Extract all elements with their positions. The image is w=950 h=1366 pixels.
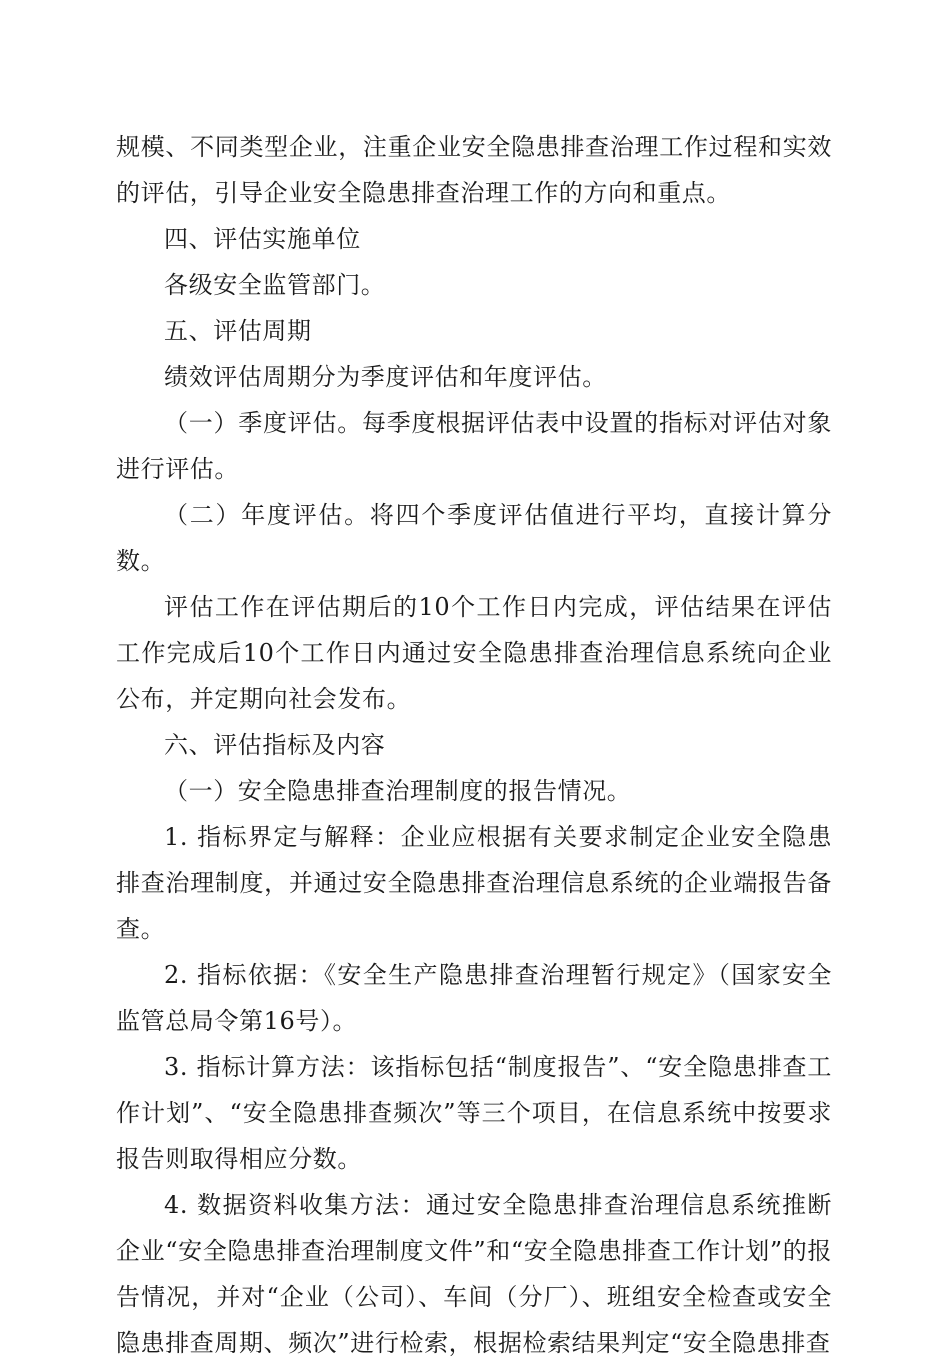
subsection-heading-system-report: （一）安全隐患排查治理制度的报告情况。 — [164, 777, 632, 805]
paragraph-quarterly-evaluation: （一）季度评估。每季度根据评估表中设置的指标对评估对象进行评估。 — [116, 409, 832, 483]
paragraph-annual-evaluation: （二）年度评估。将四个季度评估值进行平均，直接计算分数。 — [116, 501, 832, 575]
list-item-calculation-method: 3. 指标计算方法：该指标包括“制度报告”、“安全隐患排查工作计划”、“安全隐患排查频次”等三个项目，在信息系统中按要求报告则取得相应分数。 — [116, 1053, 832, 1173]
section-heading-indicators: 六、评估指标及内容 — [164, 731, 386, 759]
list-item-indicator-definition: 1. 指标界定与解释：企业应根据有关要求制定企业安全隐患排查治理制度，并通过安全隐患排查治理信息系统的企业端报告备查。 — [116, 823, 832, 943]
paragraph-evaluation-period: 绩效评估周期分为季度评估和年度评估。 — [164, 363, 607, 391]
section-heading-evaluation-period: 五、评估周期 — [164, 317, 312, 345]
document-body — [116, 124, 832, 1366]
paragraph-evaluation-timeline: 评估工作在评估期后的10个工作日内完成，评估结果在评估工作完成后10个工作日内通过安全隐患排查治理信息系统向企业公布，并定期向社会发布。 — [116, 593, 832, 713]
paragraph-continuation: 规模、不同类型企业，注重企业安全隐患排查治理工作过程和实效的评估，引导企业安全隐患排查治理工作的方向和重点。 — [116, 133, 832, 207]
section-heading-implementing-unit: 四、评估实施单位 — [164, 225, 361, 253]
list-item-indicator-basis: 2. 指标依据：《安全生产隐患排查治理暂行规定》（国家安全监管总局令第16号）。 — [116, 961, 832, 1035]
paragraph-implementing-unit: 各级安全监管部门。 — [164, 271, 386, 299]
list-item-data-collection: 4. 数据资料收集方法：通过安全隐患排查治理信息系统推断企业“安全隐患排查治理制度文件”和“安全隐患排查工作计划”的报告情况，并对“企业（公司）、车间（分厂）、班组安全检查或安全隐患排查周期、频次”进行检索，根据检索结果判定“安全隐患排查 — [116, 1191, 832, 1357]
